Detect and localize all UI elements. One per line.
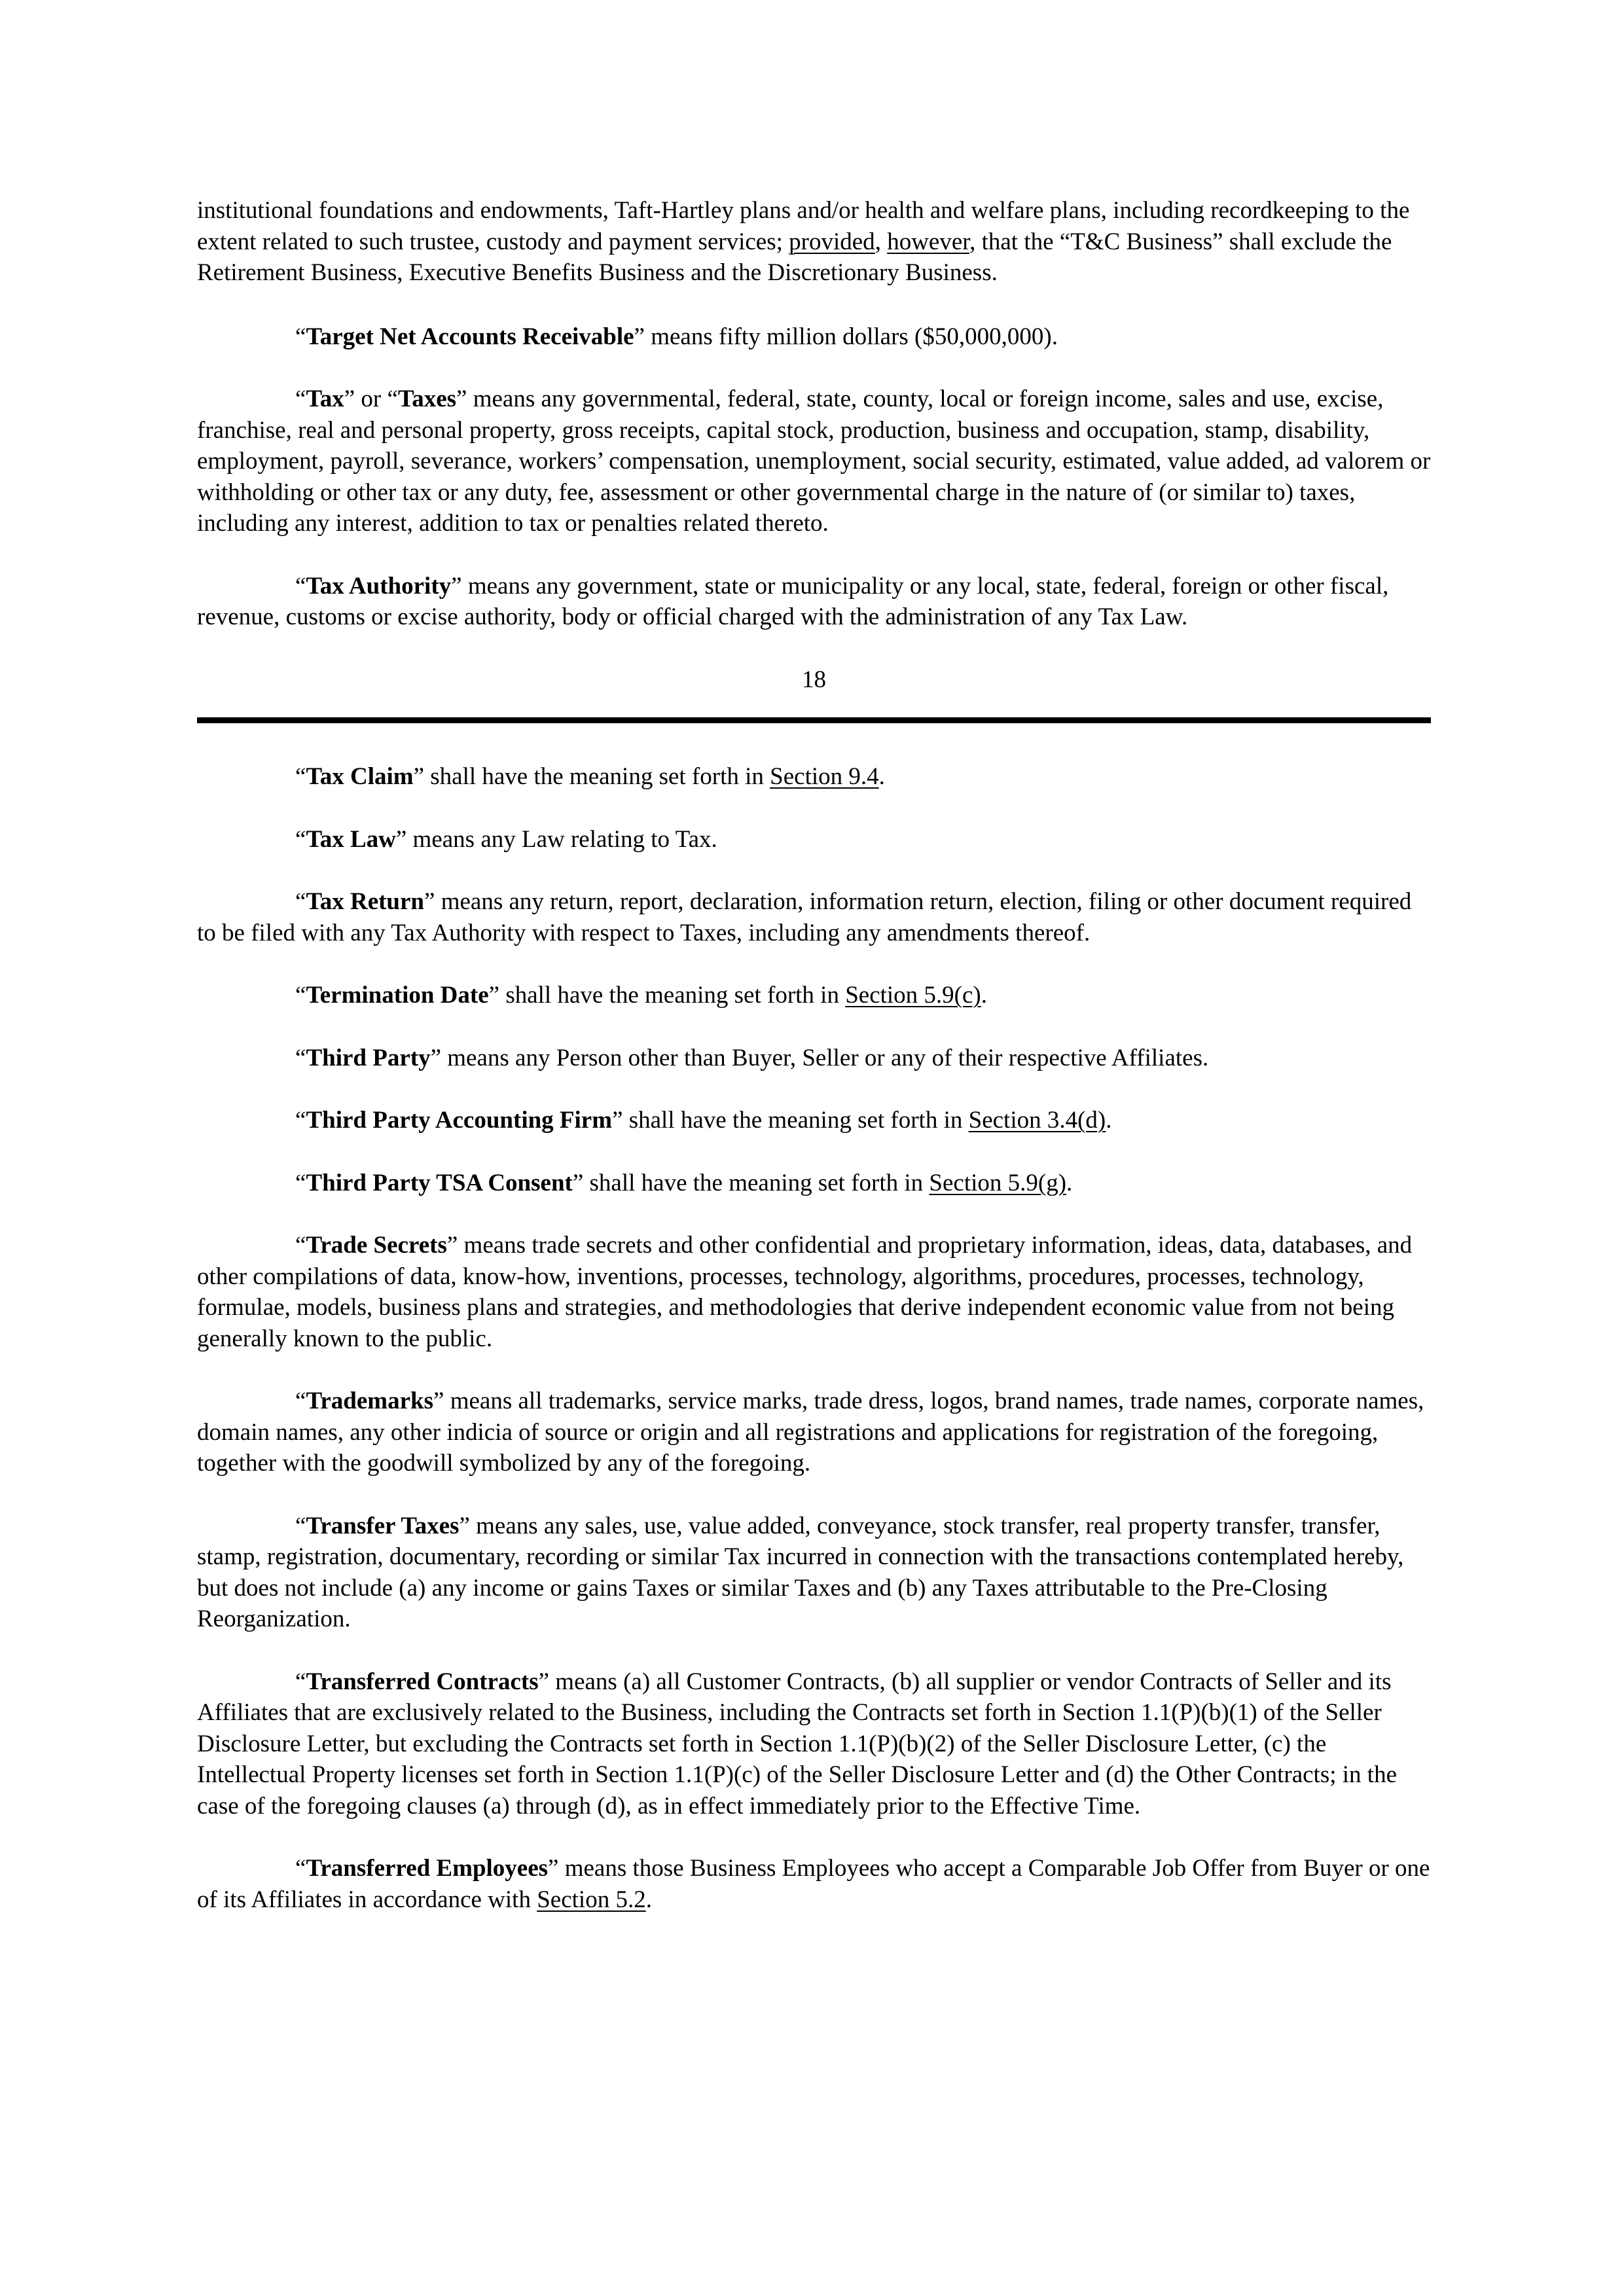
definition-third-party	[197, 1043, 1431, 1074]
defined-term: Tax Authority	[306, 572, 452, 600]
quote-mark: “	[295, 1388, 306, 1414]
page-number: 18	[802, 666, 826, 693]
definition-text: ” shall have the meaning set forth in	[612, 1107, 969, 1134]
definition-text: ” means any Law relating to Tax.	[395, 825, 717, 853]
defined-term: Tax	[306, 386, 344, 412]
definition-transferred-contracts	[197, 1666, 1431, 1822]
definition-text: ” means any Person other than Buyer, Seller or any of their respective Affiliates.	[430, 1044, 1209, 1071]
defined-term: Third Party Accounting Firm	[306, 1107, 613, 1134]
defined-term: Trademarks	[306, 1388, 434, 1414]
definition-text: .	[1066, 1169, 1073, 1196]
section-reference: Section 5.9(c)	[845, 982, 981, 1009]
section-reference: Section 9.4	[770, 763, 879, 790]
defined-term: Transfer Taxes	[306, 1512, 460, 1539]
definition-target-net-accounts-receivable	[197, 321, 1431, 353]
definition-text: .	[878, 763, 885, 790]
definition-text: ” means any governmental, federal, state, county, local or foreign income, sales and use, excise, franchise, real and personal property, gross receipts, capital stock, production, business and occupation, stamp, disability, employment, payroll, severance, workers’ compensation, unemployment, social security, estimated, value added, ad valorem or withholding or other tax or any duty, fee, assessment or other governmental charge in the nature of (or similar to) taxes, including any interest, addition to tax or penalties related thereto.	[197, 386, 1431, 537]
defined-term: Tax Claim	[306, 763, 414, 790]
underlined-provided: provided	[789, 228, 875, 255]
section-reference: Section 3.4(d)	[968, 1107, 1106, 1134]
defined-term: Third Party TSA Consent	[306, 1169, 573, 1196]
definition-text: ” means any sales, use, value added, conveyance, stock transfer, real property transfer, transfer, stamp, registration, documentary, recording or similar Tax incurred in connection with the transactions contemplated hereby, but does not include (a) any income or gains Taxes or similar Taxes and (b) any Taxes attributable to the Pre-Closing Reorganization.	[197, 1512, 1404, 1632]
quote-mark: “	[295, 1855, 306, 1882]
defined-term: Taxes	[397, 386, 457, 412]
definition-tax-law	[197, 824, 1431, 855]
definition-third-party-tsa-consent	[197, 1168, 1431, 1199]
definition-text: .	[645, 1886, 652, 1913]
definition-text: ” or “	[344, 386, 398, 412]
definition-trade-secrets	[197, 1230, 1431, 1354]
definition-third-party-accounting-firm	[197, 1105, 1431, 1136]
quote-mark: “	[295, 1232, 306, 1259]
quote-mark: “	[295, 1512, 306, 1539]
definition-tax-claim	[197, 761, 1431, 793]
defined-term: Tax Return	[306, 888, 425, 915]
paragraph-text: , that the “T&C Business” shall exclude the Retirement Business, Executive Benefits Business and the Discretionary Business.	[197, 228, 1392, 286]
definition-text: .	[981, 982, 987, 1009]
definition-transfer-taxes	[197, 1511, 1431, 1635]
quote-mark: “	[295, 982, 306, 1009]
definition-text: .	[1106, 1107, 1112, 1134]
definition-text: ” means trade secrets and other confidential and proprietary information, ideas, data, databases, and other compilations of data, know-how, inventions, processes, technology, algorithms, procedures, processes, technology, formulae, models, business plans and strategies, and methodologies that derive independent economic value from not being generally known to the public.	[197, 1232, 1413, 1352]
paragraph-text: ,	[875, 228, 888, 255]
quote-mark: “	[295, 825, 306, 853]
definition-termination-date	[197, 980, 1431, 1011]
definition-text: ” shall have the meaning set forth in	[413, 763, 770, 790]
quote-mark: “	[295, 1668, 306, 1695]
definition-text: ” shall have the meaning set forth in	[488, 982, 846, 1009]
quote-mark: “	[295, 386, 306, 412]
defined-term: Transferred Contracts	[306, 1668, 539, 1695]
section-reference: Section 5.2	[537, 1886, 646, 1913]
page-break-divider	[197, 717, 1431, 723]
document-body	[197, 195, 1431, 1946]
defined-term: Target Net Accounts Receivable	[306, 323, 634, 350]
definition-text: ” means all trademarks, service marks, trade dress, logos, brand names, trade names, corporate names, domain names, any other indicia of source or origin and all registrations and applications for registration of the foregoing, together with the goodwill symbolized by any of the foregoing.	[197, 1388, 1424, 1477]
definition-text: ” means fifty million dollars ($50,000,000).	[634, 323, 1058, 350]
definition-text: ” shall have the meaning set forth in	[572, 1169, 929, 1196]
quote-mark: “	[295, 888, 306, 915]
definition-tax-return	[197, 886, 1431, 948]
quote-mark: “	[295, 763, 306, 790]
definition-text: ” means those Business Employees who accept a Comparable Job Offer from Buyer or one of its Affiliates in accordance with	[197, 1855, 1430, 1913]
section-reference: Section 5.9(g)	[929, 1169, 1067, 1196]
definition-trademarks	[197, 1386, 1431, 1479]
defined-term: Third Party	[306, 1044, 431, 1071]
defined-term: Tax Law	[306, 825, 396, 853]
defined-term: Transferred Employees	[306, 1855, 549, 1882]
quote-mark: “	[295, 323, 306, 350]
defined-term: Trade Secrets	[306, 1232, 447, 1259]
definition-transferred-employees	[197, 1853, 1431, 1915]
definition-text: ” means (a) all Customer Contracts, (b) all supplier or vendor Contracts of Seller and its Affiliates that are exclusively related to the Business, including the Contracts set forth in Section 1.1(P)(b)(1) of the Seller Disclosure Letter, but excluding the Contracts set forth in Section 1.1(P)(b)(2) of the Seller Disclosure Letter, (c) the Intellectual Property licenses set forth in Section 1.1(P)(c) of the Seller Disclosure Letter and (d) the Other Contracts; in the case of the foregoing clauses (a) through (d), as in effect immediately prior to the Effective Time.	[197, 1668, 1397, 1820]
definition-tax-authority	[197, 571, 1431, 633]
definition-tax	[197, 384, 1431, 539]
paragraph-text: institutional foundations and endowments, Taft-Hartley plans and/or health and welfare plans, including recordkeeping to the extent related to such trustee, custody and payment services;	[197, 197, 1410, 255]
definition-text: ” means any government, state or municipality or any local, state, federal, foreign or other fiscal, revenue, customs or excise authority, body or official charged with the administration of any Tax Law.	[197, 572, 1389, 630]
quote-mark: “	[295, 1107, 306, 1134]
underlined-however: however	[887, 228, 970, 255]
paragraph-tc-business-continuation	[197, 195, 1431, 289]
definition-text: ” means any return, report, declaration, information return, election, filing or other document required to be filed with any Tax Authority with respect to Taxes, including any amendments thereof.	[197, 888, 1412, 946]
quote-mark: “	[295, 1169, 306, 1196]
quote-mark: “	[295, 572, 306, 600]
quote-mark: “	[295, 1044, 306, 1071]
defined-term: Termination Date	[306, 982, 489, 1009]
